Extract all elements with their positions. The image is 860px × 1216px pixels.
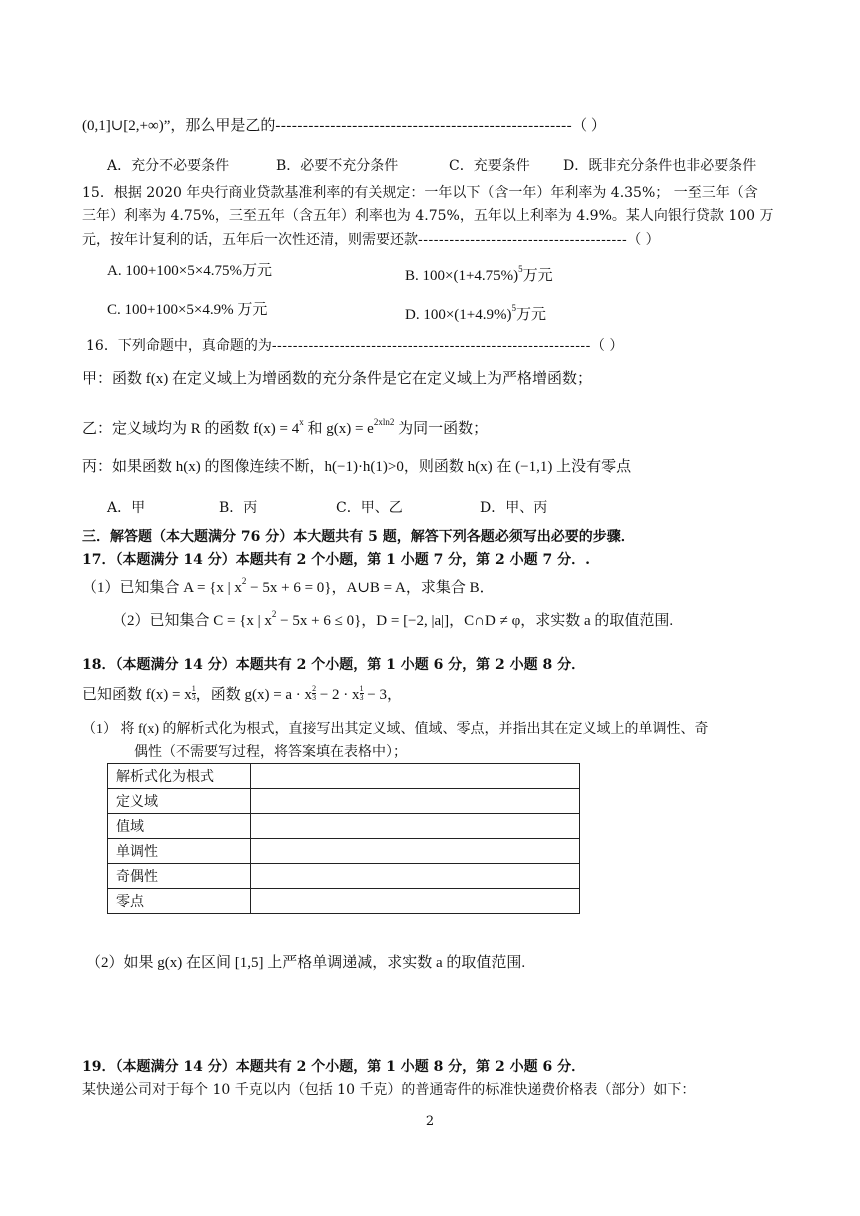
q15-bracket: （ ） [627,232,660,248]
answer-cell[interactable] [251,889,580,914]
table-label: 值域 [108,814,251,839]
answer-cell[interactable] [251,839,580,864]
answer-cell[interactable] [251,764,580,789]
q16-option-b: B．丙 [219,500,258,516]
q16-stem: 16．下列命题中，真命题的为 [86,338,272,354]
q18-given-mid2: − 2 · x [316,687,360,703]
q15-option-d-unit: 万元 [516,307,547,323]
q18-g2-exp-num: 1 [359,684,364,693]
answer-table [107,763,580,914]
table-row [108,789,580,814]
q19-body: 某快递公司对于每个 10 千克以内（包括 10 千克）的普通寄件的标准快递费价格表（部分）如下： [82,1082,696,1098]
q18-g1-exp-num: 2 [312,684,317,693]
q16-option-a: A．甲 [107,500,146,516]
q18-f-exp-num: 1 [191,684,196,693]
q18-given-mid: ，函数 g(x) = a · x [195,687,313,703]
table-row [108,839,580,864]
table-row [108,764,580,789]
q16-yi-exp1: x [299,417,304,427]
q15-option-d [405,300,546,325]
q16-yi-post: 为同一函数； [394,421,489,437]
q16-statement-jia: 甲：函数 f(x) 在定义域上为增函数的充分条件是它在定义域上为严格增函数； [82,371,592,387]
q15-option-b [405,261,553,286]
section-3-heading: 三．解答题（本大题满分 76 分）本大题共有 5 题，解答下列各题必须写出必要的步骤． [82,529,635,545]
q14-option-c-wrap [449,156,530,176]
q17-part1-sq: 2 [241,576,247,586]
q16-yi-pre: 乙：定义域均为 R 的函数 f(x) = 4 [82,421,300,437]
q18-given-pre: 已知函数 f(x) = x [82,687,192,703]
q14-option-b-wrap [276,156,398,176]
answer-cell[interactable] [251,864,580,889]
q15-line1: 15．根据 2020 年央行商业贷款基准利率的有关规定：一年以下（含一年）年利率为 4.35%； 一至三年（含 [82,185,758,201]
q16-stem-wrap [86,336,623,356]
q18-f-exp-den: 3 [191,693,196,702]
q15-line2: 三年）利率为 4.75%，三至五年（含五年）利率也为 4.75%，五年以上利率为 4.9%。某人向银行贷款 100 万 [82,208,774,224]
q14-option-d-wrap [563,156,756,176]
q15-option-b-unit: 万元 [522,268,553,284]
table-row [108,889,580,914]
q18-part1-line1: （1） 将 f(x) 的解析式化为根式，直接写出其定义域、值域、零点，并指出其在定义域上的单调性、奇 [82,722,709,737]
q18-given [82,685,402,705]
q16-yi-mid: 和 g(x) = e [303,421,374,437]
q15-dashes: ---------------------------------------- [418,232,628,248]
q16-statement-bing: 丙：如果函数 h(x) 的图像连续不断，h(−1)·h(1)>0，则函数 h(x) 在 (−1,1) 上没有零点 [82,459,632,475]
q18-given-post: − 3， [363,687,402,703]
q14-dashes: ------------------------------------------------------ [275,118,573,134]
table-label: 解析式化为根式 [108,764,251,789]
q17-part2-sq: 2 [271,609,277,619]
q16-bracket: （ ） [590,338,624,354]
q18-part1-line2: 偶性（不需要写过程，将答案填在表格中）； [134,744,407,760]
q17-part2-post: − 5x + 6 ≤ 0}，D = [−2, |a|]，C∩D ≠ φ，求实数 a 的取值范围. [276,613,674,629]
answer-cell[interactable] [251,789,580,814]
q15-option-d-exp: 5 [511,303,516,313]
q16-option-d: D．甲、丙 [480,500,548,516]
q14-tail-prefix: (0,1]∪[2,+∞)”，那么甲是乙的 [82,118,276,134]
q15-option-b-exp: 5 [518,264,523,274]
q17-heading: 17．（本题满分 14 分）本题共有 2 个小题，第 1 小题 7 分，第 2 小题 7 分．. [82,552,591,568]
q18-g2-exp-den: 3 [359,693,364,702]
q14-tail [82,116,606,136]
table-row [108,864,580,889]
table-label: 零点 [108,889,251,914]
q14-option-b: B．必要不充分条件 [276,158,399,174]
q17-part1-pre: （1）已知集合 A = {x | x [82,580,242,596]
q18-heading: 18．（本题满分 14 分）本题共有 2 个小题，第 1 小题 6 分，第 2 小题 8 分． [82,657,586,673]
page-number: 2 [425,1114,435,1129]
table-row [108,814,580,839]
q15-option-b-base: B. 100×(1+4.75%) [405,268,519,284]
q17-part1-post: − 5x + 6 = 0}，A∪B = A，求集合 B． [246,580,495,596]
answer-cell[interactable] [251,814,580,839]
q15-line3: 元，按年计复利的话，五年后一次性还清，则需要还款 [82,232,418,248]
q14-option-d: D．既非充分条件也非必要条件 [563,158,757,174]
q15-line3-wrap [82,230,660,250]
table-label: 奇偶性 [108,864,251,889]
table-label: 定义域 [108,789,251,814]
q16-statement-yi [82,414,488,439]
q18-g1-exp-den: 3 [312,693,317,702]
q15-option-c: C. 100+100×5×4.9% 万元 [107,302,268,318]
q14-options [107,156,229,176]
q19-heading: 19．（本题满分 14 分）本题共有 2 个小题，第 1 小题 8 分，第 2 小题 6 分． [82,1059,586,1075]
table-label: 单调性 [108,839,251,864]
q14-bracket: （ ） [572,118,606,134]
q17-part2-pre: （2）已知集合 C = {x | x [112,613,272,629]
q17-part1 [82,573,495,598]
q14-option-a: A．充分不必要条件 [107,158,230,174]
q14-option-c: C．充要条件 [449,158,530,174]
q16-dashes: ------------------------------------------------------------- [271,338,591,354]
q16-yi-exp2: 2xln2 [373,417,395,427]
q16-option-c: C．甲、乙 [336,500,403,516]
q15-option-d-base: D. 100×(1+4.9%) [405,307,512,323]
q18-part2: （2）如果 g(x) 在区间 [1,5] 上严格单调递减，求实数 a 的取值范围. [86,955,526,971]
q17-part2 [112,606,673,631]
q15-option-a: A. 100+100×5×4.75%万元 [107,263,272,279]
